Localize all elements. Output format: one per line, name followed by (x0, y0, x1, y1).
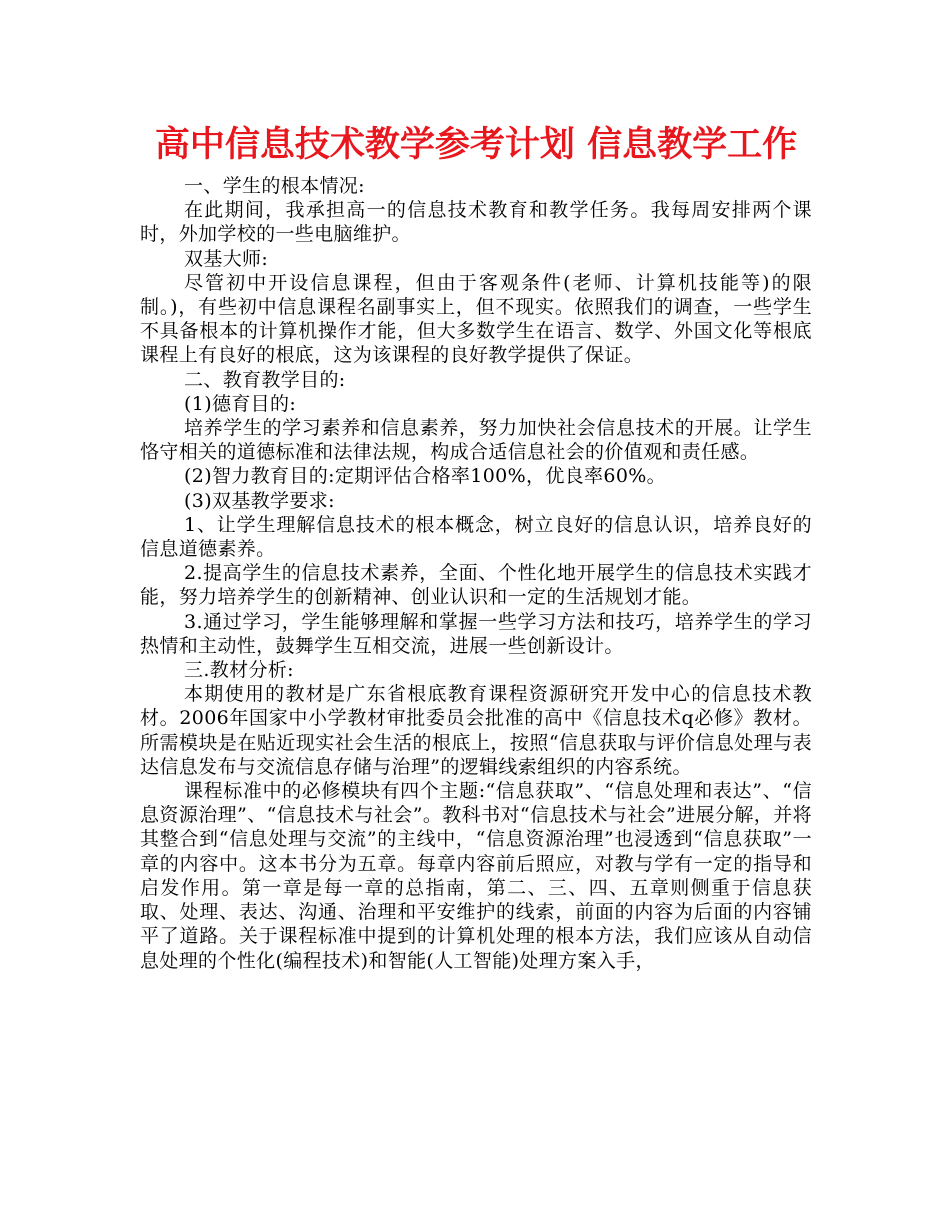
paragraph: 本期使用的教材是广东省根底教育课程资源研究开发中心的信息技术教材。2006年国家中小学教材审批委员会批准的高中《信息技术q必修》教材。所需模块是在贴近现实社会生活的根底上，按照“信息获取与评价信息处理与表达信息发布与交流信息存储与治理”的逻辑线索组织的内容系统。 (140, 683, 812, 778)
paragraph: 二、教育教学目的: (184, 368, 346, 391)
paragraph: 一、学生的根本情况: (184, 175, 365, 197)
paragraph: 3.通过学习，学生能够理解和掌握一些学习方法和技巧，培养学生的学习热情和主动性，鼓舞学生互相交流，进展一些创新设计。 (140, 610, 812, 657)
paragraph: (2)智力教育目的:定期评估合格率100%，优良率60%。 (184, 465, 667, 488)
paragraph: (1)德育目的: (184, 392, 297, 415)
paragraph: (3)双基教学要求: (184, 489, 335, 512)
paragraph: 尽管初中开设信息课程，但由于客观条件(老师、计算机技能等)的限制。)，有些初中信息课程名副事实上，但不现实。依照我们的调查，一些学生不具备根本的计算机操作才能，但大多数学生在语言、数学、外国文化等根底课程上有良好的根底，这为该课程的良好教学提供了保证。 (140, 271, 812, 367)
paragraph: 双基大师: (184, 247, 269, 270)
paragraph: 课程标准中的必修模块有四个主题:“信息获取”、“信息处理和表达”、“信息资源治理”、“信息技术与社会”。教科书对“信息技术与社会”进展分解，并将其整合到“信息处理与交流”的主线中，“信息资源治理”也浸透到“信息获取”一章的内容中。这本书分为五章。每章内容前后照应，对教与学有一定的指导和启发作用。第一章是每一章的总指南，第二、三、四、五章则侧重于信息获取、处理、表达、沟通、治理和平安维护的线索，前面的内容为后面的内容铺平了道路。关于课程标准中提到的计算机处理的根本方法，我们应该从自动信息处理的个性化(编程技术)和智能(人工智能)处理方案入手， (140, 780, 812, 972)
paragraph: 2.提高学生的信息技术素养，全面、个性化地开展学生的信息技术实践才能，努力培养学生的创新精神、创业认识和一定的生活规划才能。 (140, 562, 812, 609)
document-page (140, 118, 812, 973)
paragraph: 三.教材分析: (184, 659, 294, 682)
paragraph: 培养学生的学习素养和信息素养，努力加快社会信息技术的开展。让学生恪守相关的道德标准和法律法规，构成合适信息社会的价值观和责任感。 (140, 417, 812, 464)
document-body (140, 174, 812, 973)
document-title: 高中信息技术教学参考计划 信息教学工作 (154, 125, 798, 165)
paragraph: 在此期间，我承担高一的信息技术教育和教学任务。我每周安排两个课时，外加学校的一些电脑维护。 (140, 199, 812, 246)
paragraph: 1、让学生理解信息技术的根本概念，树立良好的信息认识，培养良好的信息道德素养。 (140, 513, 812, 561)
